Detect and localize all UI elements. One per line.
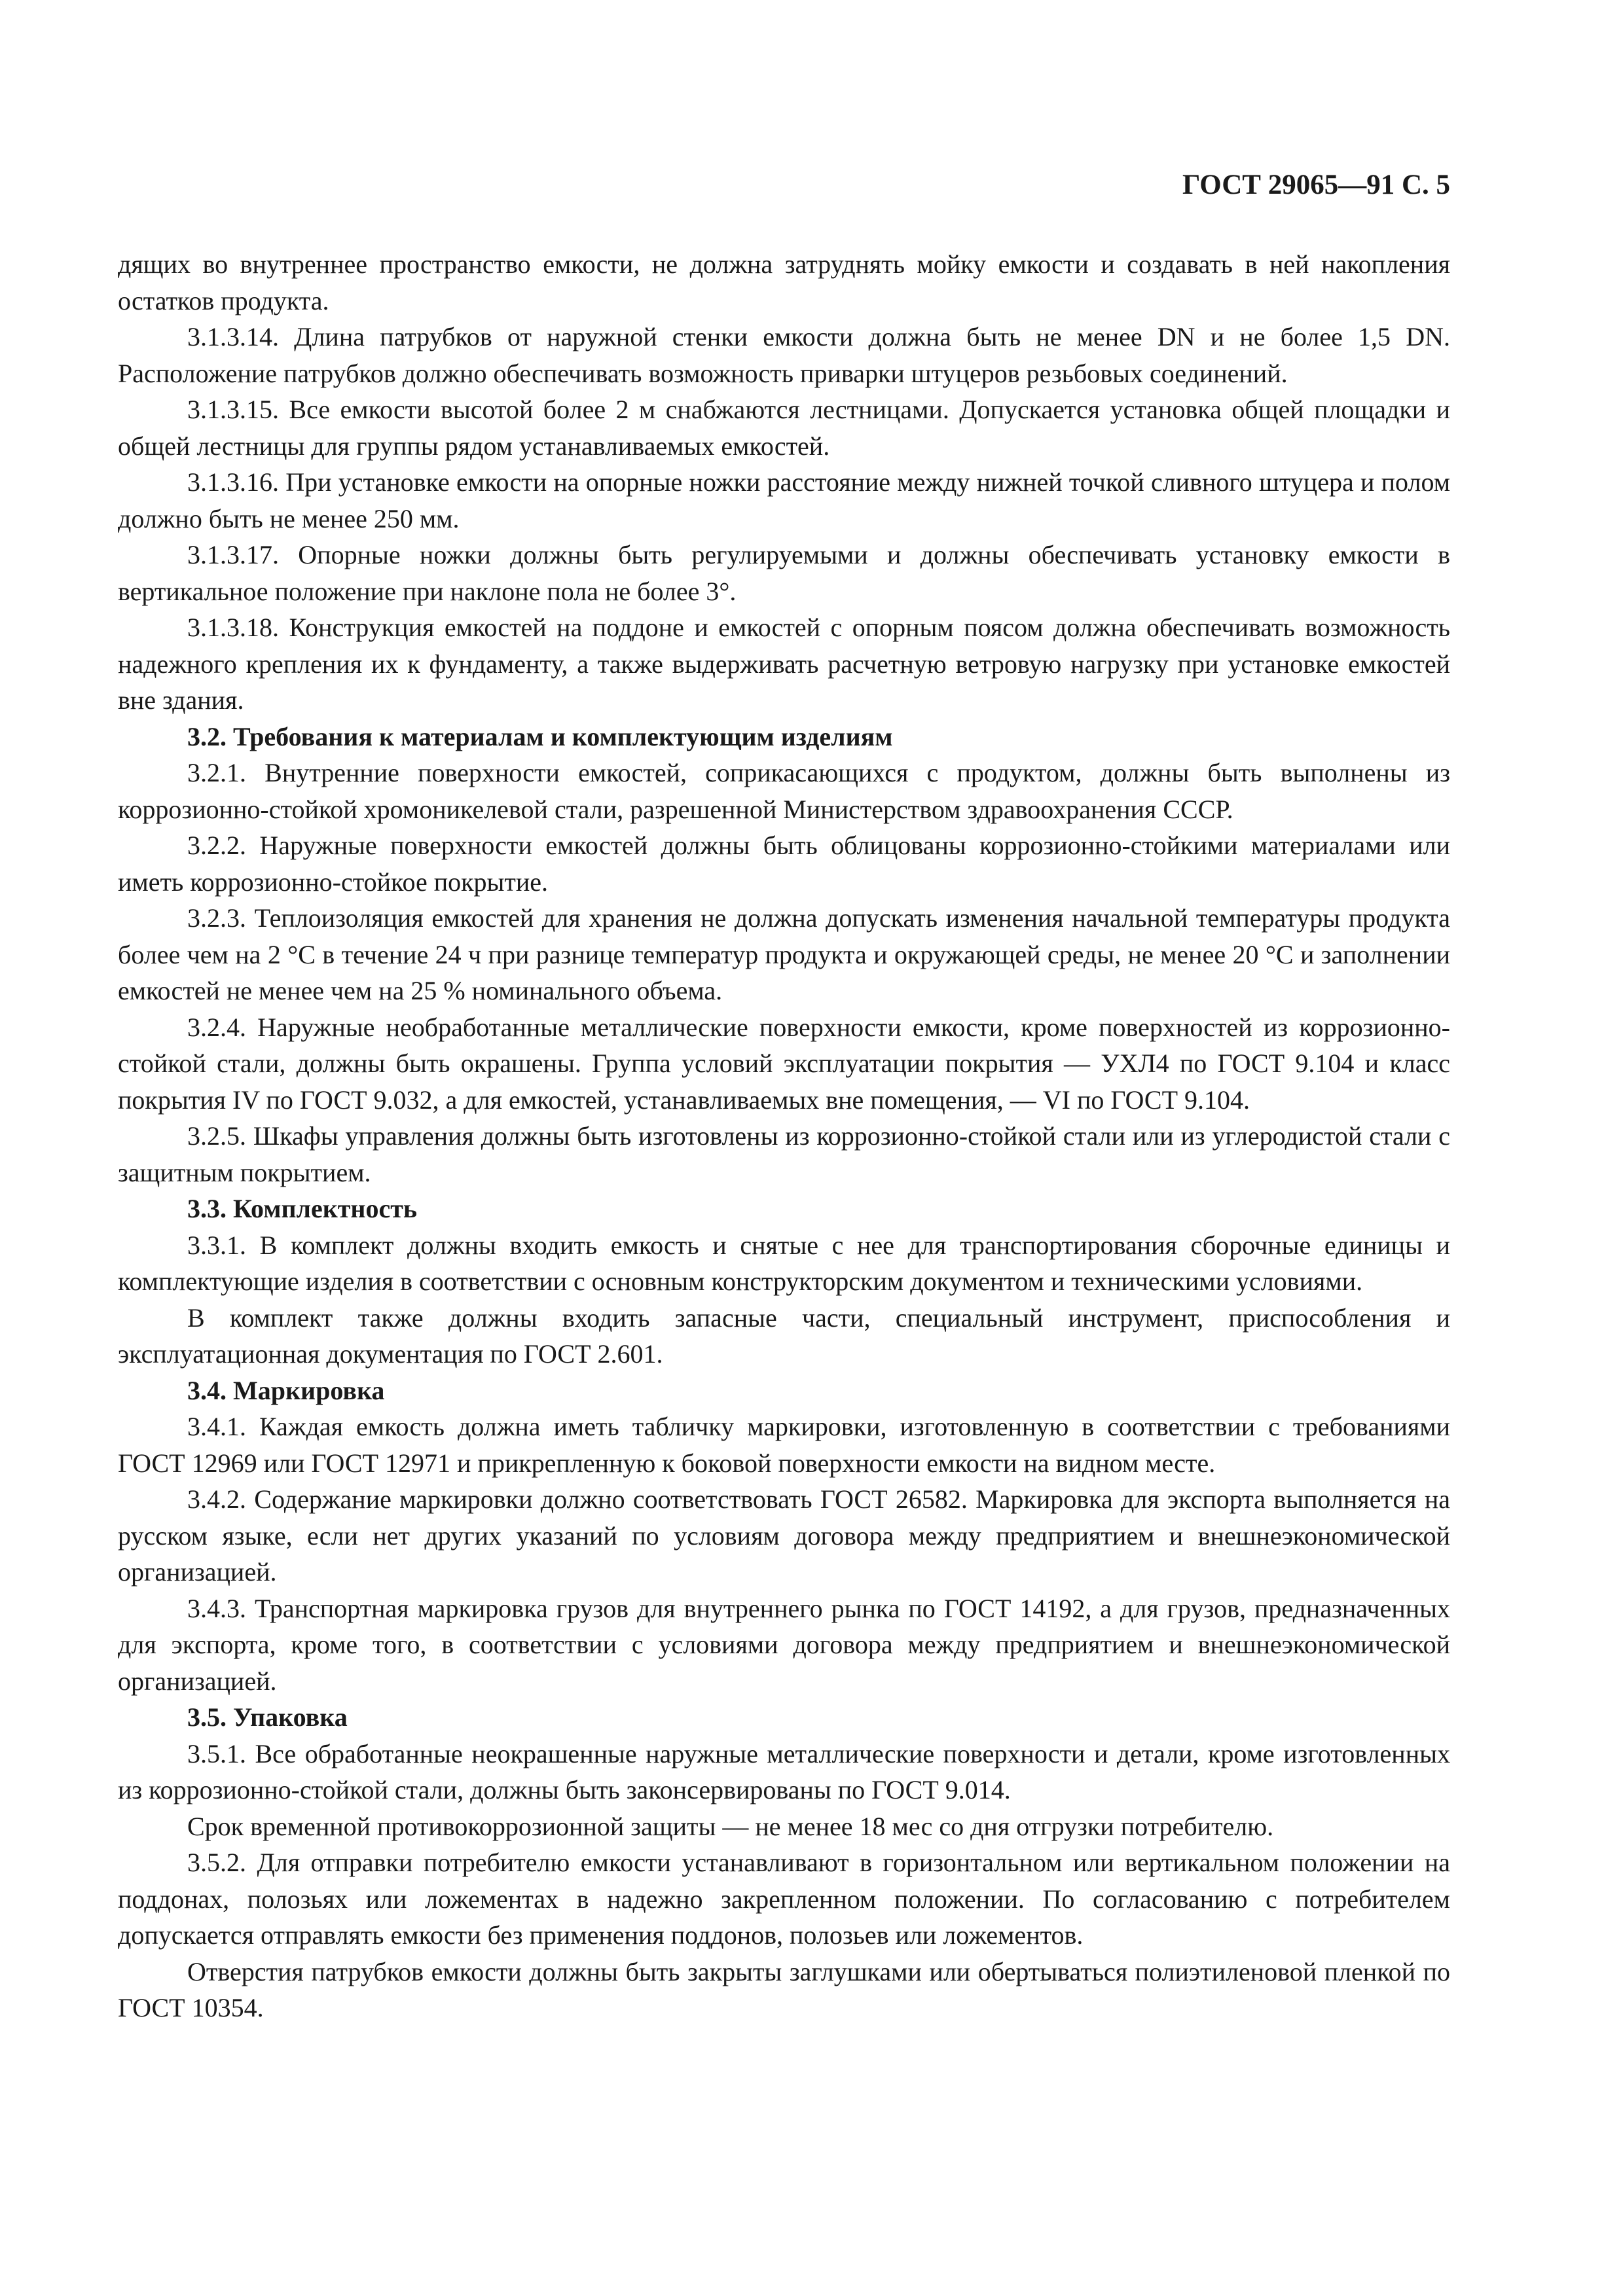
- paragraph-3-3-1: 3.3.1. В комплект должны входить емкость и снятые с нее для транспортирования сборочные единицы и комплектующие изделия в соответствии с основным конструкторским документом и техническими условиями.: [118, 1230, 1450, 1296]
- paragraph-3-5-1-term: Срок временной противокоррозионной защиты — не менее 18 мес со дня отгрузки потребителю.: [187, 1811, 1274, 1841]
- paragraph-3-2-1: 3.2.1. Внутренние поверхности емкостей, соприкасающихся с продуктом, должны быть выполнены из коррозионно-стойкой хромоникелевой стали, разрешенной Министерством здравоохранения СССР.: [118, 758, 1450, 824]
- paragraph-3-2-5: 3.2.5. Шкафы управления должны быть изготовлены из коррозионно-стойкой стали или из углеродистой стали с защитным покрытием.: [118, 1121, 1450, 1187]
- paragraph-3-4-2: 3.4.2. Содержание маркировки должно соответствовать ГОСТ 26582. Маркировка для экспорта выполняется на русском языке, если нет других указаний по условиям договора между предприятием и внешнеэкономической организацией.: [118, 1484, 1450, 1587]
- paragraph-3-1-3-17: 3.1.3.17. Опорные ножки должны быть регулируемыми и должны обеспечивать установку емкости в вертикальное положение при наклоне пола не более 3°.: [118, 540, 1450, 606]
- paragraph-3-5-2: 3.5.2. Для отправки потребителю емкости устанавливают в горизонтальном или вертикальном положении на поддонах, полозьях или ложементах в надежно закрепленном положении. По согласованию с потребителем допускается отправлять емкости без применения поддонов, полозьев или ложементов.: [118, 1848, 1450, 1950]
- paragraph-3-1-3-18: 3.1.3.18. Конструкция емкостей на поддоне и емкостей с опорным поясом должна обеспечивать возможность надежного крепления их к фундаменту, а также выдерживать расчетную ветровую нагрузку при установке емкостей вне здания.: [118, 613, 1450, 715]
- paragraph-3-5-1: 3.5.1. Все обработанные неокрашенные наружные металлические поверхности и детали, кроме изготовленных из коррозионно-стойкой стали, должны быть законсервированы по ГОСТ 9.014.: [118, 1738, 1450, 1804]
- section-heading-3-3: 3.3. Комплектность: [187, 1194, 418, 1223]
- page-header: ГОСТ 29065—91 С. 5: [1182, 170, 1450, 200]
- paragraph-3-4-3: 3.4.3. Транспортная маркировка грузов для внутреннего рынка по ГОСТ 14192, а для грузов, предназначенных для экспорта, кроме того, в соответствии с условиями договора между предприятием и внешнеэкономической организацией.: [118, 1593, 1450, 1696]
- document-body: [118, 246, 1450, 2026]
- section-heading-3-2: 3.2. Требования к материалам и комплектующим изделиям: [187, 721, 893, 751]
- paragraph-3-5-2-openings: Отверстия патрубков емкости должны быть закрыты заглушками или обертываться полиэтиленовой пленкой по ГОСТ 10354.: [118, 1956, 1450, 2022]
- section-heading-3-4: 3.4. Маркировка: [187, 1375, 385, 1405]
- section-heading-3-5: 3.5. Упаковка: [187, 1702, 348, 1732]
- paragraph-3-3-1-addendum: В комплект также должны входить запасные части, специальный инструмент, приспособления и эксплуатационная документация по ГОСТ 2.601.: [118, 1302, 1450, 1369]
- paragraph-3-1-3-16: 3.1.3.16. При установке емкости на опорные ножки расстояние между нижней точкой сливного штуцера и полом должно быть не менее 250 мм.: [118, 467, 1450, 533]
- paragraph-3-4-1: 3.4.1. Каждая емкость должна иметь табличку маркировки, изготовленную в соответствии с требованиями ГОСТ 12969 или ГОСТ 12971 и прикрепленную к боковой поверхности емкости на видном месте.: [118, 1412, 1450, 1478]
- paragraph-3-1-3-14: 3.1.3.14. Длина патрубков от наружной стенки емкости должна быть не менее DN и не более 1,5 DN. Расположение патрубков должно обеспечивать возможность приварки штуцеров резьбовых соединений.: [118, 322, 1450, 388]
- paragraph-3-2-4: 3.2.4. Наружные необработанные металлические поверхности емкости, кроме поверхностей из коррозионно-стойкой стали, должны быть окрашены. Группа условий эксплуатации покрытия — УХЛ4 по ГОСТ 9.104 и класс покрытия IV по ГОСТ 9.032, а для емкостей, устанавливаемых вне помещения, — VI по ГОСТ 9.104.: [118, 1012, 1450, 1115]
- paragraph-3-2-2: 3.2.2. Наружные поверхности емкостей должны быть облицованы коррозионно-стойкими материалами или иметь коррозионно-стойкое покрытие.: [118, 831, 1450, 897]
- paragraph-3-2-3: 3.2.3. Теплоизоляция емкостей для хранения не должна допускать изменения начальной температуры продукта более чем на 2 °С в течение 24 ч при разнице температур продукта и окружающей среды, не менее 20 °С и заполнении емкостей не менее чем на 25 % номинального объема.: [118, 903, 1450, 1005]
- paragraph-continuation: дящих во внутреннее пространство емкости, не должна затруднять мойку емкости и создавать в ней накопления остатков продукта.: [118, 249, 1450, 315]
- paragraph-3-1-3-15: 3.1.3.15. Все емкости высотой более 2 м снабжаются лестницами. Допускается установка общей площадки и общей лестницы для группы рядом устанавливаемых емкостей.: [118, 395, 1450, 461]
